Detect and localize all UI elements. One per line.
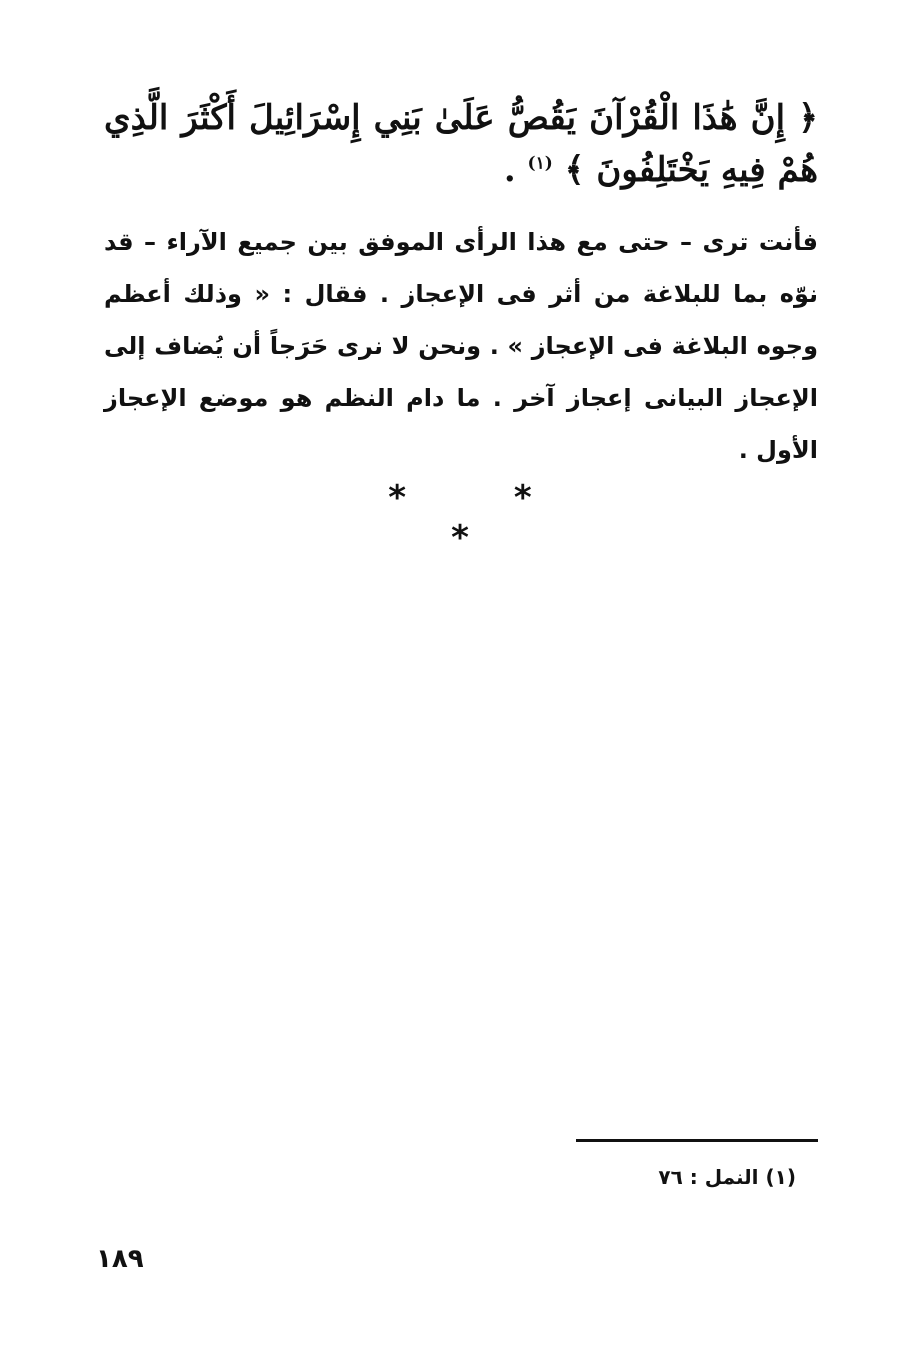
footnote-divider: [576, 1139, 818, 1142]
verse-end-punctuation: .: [503, 150, 516, 190]
footnote-marker: (١): [527, 153, 553, 174]
quran-verse: [104, 92, 818, 196]
page-number: ١٨٩: [96, 1244, 144, 1274]
footnote: (١) النمل : ٧٦: [658, 1165, 796, 1189]
body-paragraph: فأنت ترى – حتى مع هذا الرأى الموفق بين جميع الآراء – قد نوّه بما للبلاغة من أثر فى الإعجاز . فقال : « وذلك أعظم وجوه البلاغة فى الإعجاز » . ونحن لا نرى حَرَجاً أن يُضاف إلى الإعجاز البيانى إعجاز آخر . ما دام النظم هو موضع الإعجاز الأول .: [104, 228, 818, 464]
section-separator: * * *: [388, 478, 580, 558]
verse-text: ﴿ إِنَّ هَٰذَا الْقُرْآنَ يَقُصُّ عَلَىٰ بَنِي إِسْرَائِيلَ أَكْثَرَ الَّذِي هُمْ فِيهِ يَخْتَلِفُونَ ﴾: [104, 98, 818, 190]
